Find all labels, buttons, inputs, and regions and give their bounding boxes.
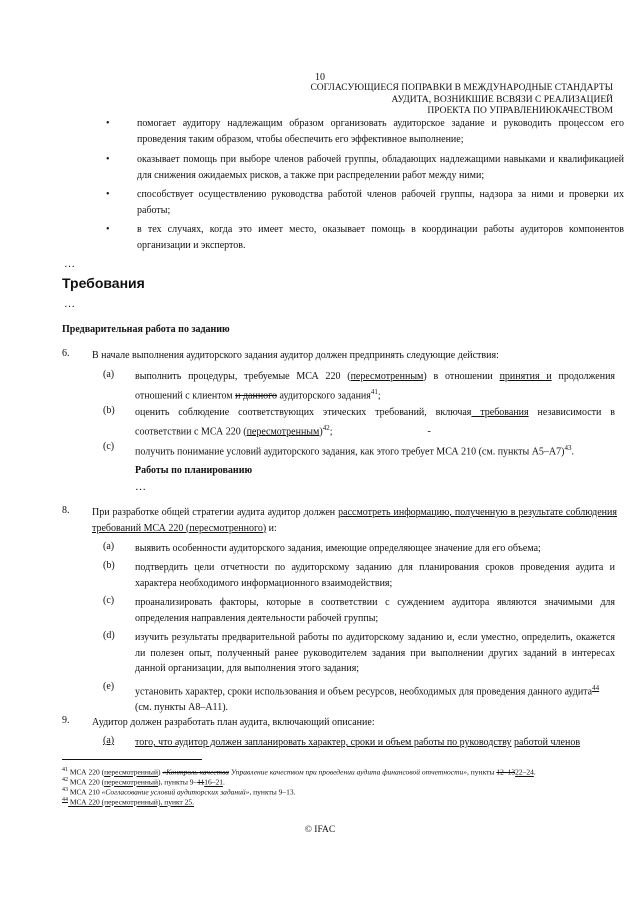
text: ; bbox=[377, 389, 381, 401]
inserted-text: пересмотренным bbox=[246, 425, 320, 437]
bullet-dot: • bbox=[106, 154, 110, 165]
text: МСА 220 ( bbox=[68, 777, 105, 787]
item-label: (a) bbox=[103, 541, 115, 552]
italic-text: Управление качеством при проведении аудита финансовой отчетности» bbox=[229, 767, 468, 777]
header-line-1: СОГЛАСУЮЩИЕСЯ ПОПРАВКИ В МЕЖДУНАРОДНЫЕ СТАНДАРТЫ bbox=[310, 83, 613, 93]
paragraph-8-item-c: проанализировать факторы, которые в соответствии с суждением аудитора являются значимыми для определения направления деятельности рабочей группы; bbox=[135, 597, 615, 624]
text: ) bbox=[157, 767, 163, 777]
item-label: (b) bbox=[103, 560, 115, 571]
text: При разработке общей стратегии аудита аудитор должен bbox=[92, 507, 339, 518]
stray-mark: - bbox=[427, 425, 431, 437]
inserted-text: принятия и bbox=[499, 371, 552, 382]
inserted-text: требования bbox=[471, 407, 529, 418]
text: ) bbox=[319, 425, 323, 437]
footnote-ref[interactable]: 41 bbox=[370, 387, 378, 396]
footnote-44 bbox=[62, 796, 194, 807]
footnote-separator bbox=[62, 759, 202, 760]
ellipsis: … bbox=[64, 298, 75, 310]
text: ), пункты 9– bbox=[157, 777, 198, 787]
item-label: (b) bbox=[103, 405, 115, 416]
item-label: (a) bbox=[103, 369, 115, 380]
footnote-number: 41 bbox=[62, 767, 68, 773]
text: , пункты bbox=[467, 767, 497, 777]
deleted-text: 12–13 bbox=[496, 767, 516, 777]
text: . bbox=[571, 446, 574, 458]
footnote-number: 44 bbox=[62, 797, 68, 803]
bullet-text: в тех случаях, когда это имеет место, оказывает помощь в координации работы аудиторов компонентов организации и экспертов. bbox=[137, 224, 624, 251]
paragraph-6-item-b bbox=[135, 405, 615, 439]
paragraph-8-item-a: выявить особенности аудиторского задания, имеющие определяющее значение для его объема; bbox=[135, 543, 541, 554]
footer-copyright: © IFAC bbox=[304, 825, 336, 835]
text: (см. пункты А8–А11). bbox=[135, 701, 229, 713]
inserted-text: пересмотренный bbox=[104, 777, 158, 787]
footnote-number: 43 bbox=[62, 787, 68, 793]
item-label: (a) bbox=[103, 735, 115, 746]
paragraph-6-intro: В начале выполнения аудиторского задания аудитор должен предпринять следующие действия: bbox=[92, 350, 499, 361]
text: и: bbox=[266, 522, 277, 534]
item-label: (c) bbox=[103, 595, 115, 606]
bullet-dot: • bbox=[106, 224, 110, 235]
inserted-text: того, что аудитор должен запланировать характер, сроки и объем работы по руководству bbox=[135, 737, 512, 748]
page-number: 10 bbox=[315, 72, 325, 83]
text: выполнить процедуры, требуемые МСА 220 ( bbox=[135, 371, 351, 382]
paragraph-8-item-b: подтвердить цели отчетности по аудиторскому заданию для планирования сроков проведения аудита и характера необходимого информационного взаимодействия; bbox=[135, 562, 615, 589]
running-header bbox=[310, 83, 613, 118]
paragraph-8-intro bbox=[92, 505, 617, 536]
paragraph-8-item-e bbox=[135, 681, 615, 715]
inserted-text: работой членов bbox=[514, 737, 581, 748]
paragraph-6-item-a bbox=[135, 369, 615, 403]
italic-text: «Согласование условий аудиторских заданий» bbox=[101, 787, 250, 797]
paragraph-number: 8. bbox=[62, 505, 70, 516]
inserted-text: пересмотренный bbox=[104, 767, 158, 777]
text: продолжения отношений с клиентом bbox=[135, 371, 616, 401]
bullet-text: помогает аудитору надлежащим образом организовать аудиторское задание и руководить процессом его проведения таким образом, чтобы обеспечить его эффективное выполнение; bbox=[137, 118, 624, 145]
paragraph-number: 6. bbox=[62, 348, 70, 359]
item-label: (d) bbox=[103, 630, 115, 641]
item-label: (e) bbox=[103, 681, 115, 692]
paragraph-9-intro: Аудитор должен разработать план аудита, включающий описание: bbox=[92, 717, 375, 728]
text: независимости в соответствии с МСА 220 ( bbox=[135, 407, 615, 437]
section-heading-requirements: Требования bbox=[62, 275, 145, 291]
text: МСА 220 ( bbox=[68, 767, 105, 777]
footnote-ref[interactable]: 42 bbox=[322, 423, 330, 432]
bullet-text: оказывает помощь при выборе членов рабочей группы, обладающих надлежащими навыками и квалификацией для снижения ожидаемых рисков, а также при распределении работ между ними; bbox=[137, 154, 624, 181]
ellipsis: … bbox=[135, 481, 146, 493]
inserted-text: пересмотренным bbox=[350, 371, 424, 382]
footnote-ref[interactable]: 44 bbox=[592, 684, 600, 692]
footnote-ref[interactable]: 43 bbox=[564, 444, 572, 452]
inserted-text: 22–24 bbox=[515, 767, 534, 777]
inserted-text: 16–21 bbox=[204, 777, 223, 787]
subsection-heading-prelim: Предварительная работа по заданию bbox=[62, 324, 230, 335]
deleted-text: 11 bbox=[197, 777, 205, 787]
ellipsis: … bbox=[64, 258, 75, 270]
header-line-3: ПРОЕКТА ПО УПРАВЛЕНИЮКАЧЕСТВОМ bbox=[427, 106, 613, 116]
deleted-text: и данного bbox=[235, 389, 278, 401]
paragraph-8-item-d: изучить результаты предварительной работы по аудиторскому заданию и, если уместно, определить, окажется ли полезен опыт, полученный ранее руководителем задания при выполнении других заданий в интересах данной организации, для выполнения этого задания; bbox=[135, 632, 615, 674]
text: аудиторского задания bbox=[277, 389, 371, 401]
text: ; bbox=[329, 425, 333, 437]
footnote-number: 42 bbox=[62, 777, 68, 783]
paragraph-number: 9. bbox=[62, 715, 70, 726]
paragraph-9-item-a bbox=[135, 735, 615, 751]
header-line-2: АУДИТА, ВОЗНИКШИЕ ВСВЯЗИ С РЕАЛИЗАЦИЕЙ bbox=[391, 94, 613, 105]
text: установить характер, сроки использования и объем ресурсов, необходимых для проведения данного аудита bbox=[135, 686, 593, 698]
bullet-text: способствует осуществлению руководства работой членов рабочей группы, надзора за ними и проверки их работы; bbox=[137, 189, 624, 216]
text: ) в отношении bbox=[423, 371, 500, 382]
text: получить понимание условий аудиторского задания, как этого требует МСА 210 (см. пункты А5–А7) bbox=[135, 446, 565, 458]
bullet-dot: • bbox=[106, 118, 110, 129]
text: . bbox=[533, 767, 536, 777]
item-label: (c) bbox=[103, 441, 115, 452]
text: МСА 210 bbox=[68, 787, 102, 797]
bullet-dot: • bbox=[106, 189, 110, 200]
subheading-planning: Работы по планированию bbox=[135, 465, 253, 476]
paragraph-6-item-c bbox=[135, 441, 615, 460]
inserted-text: МСА 220 (пересмотренный), пункт 25. bbox=[68, 797, 195, 807]
text: , пункты 9–13. bbox=[249, 787, 296, 797]
inserted-text: рассмотреть информацию, полученную в результате соблюдения требований МСА 220 (пересмотренного) bbox=[92, 507, 617, 534]
deleted-text: «Контроль качества bbox=[162, 767, 230, 777]
text: оценить соблюдение соответствующих этических требований, включая bbox=[135, 407, 472, 418]
text: . bbox=[222, 777, 225, 787]
